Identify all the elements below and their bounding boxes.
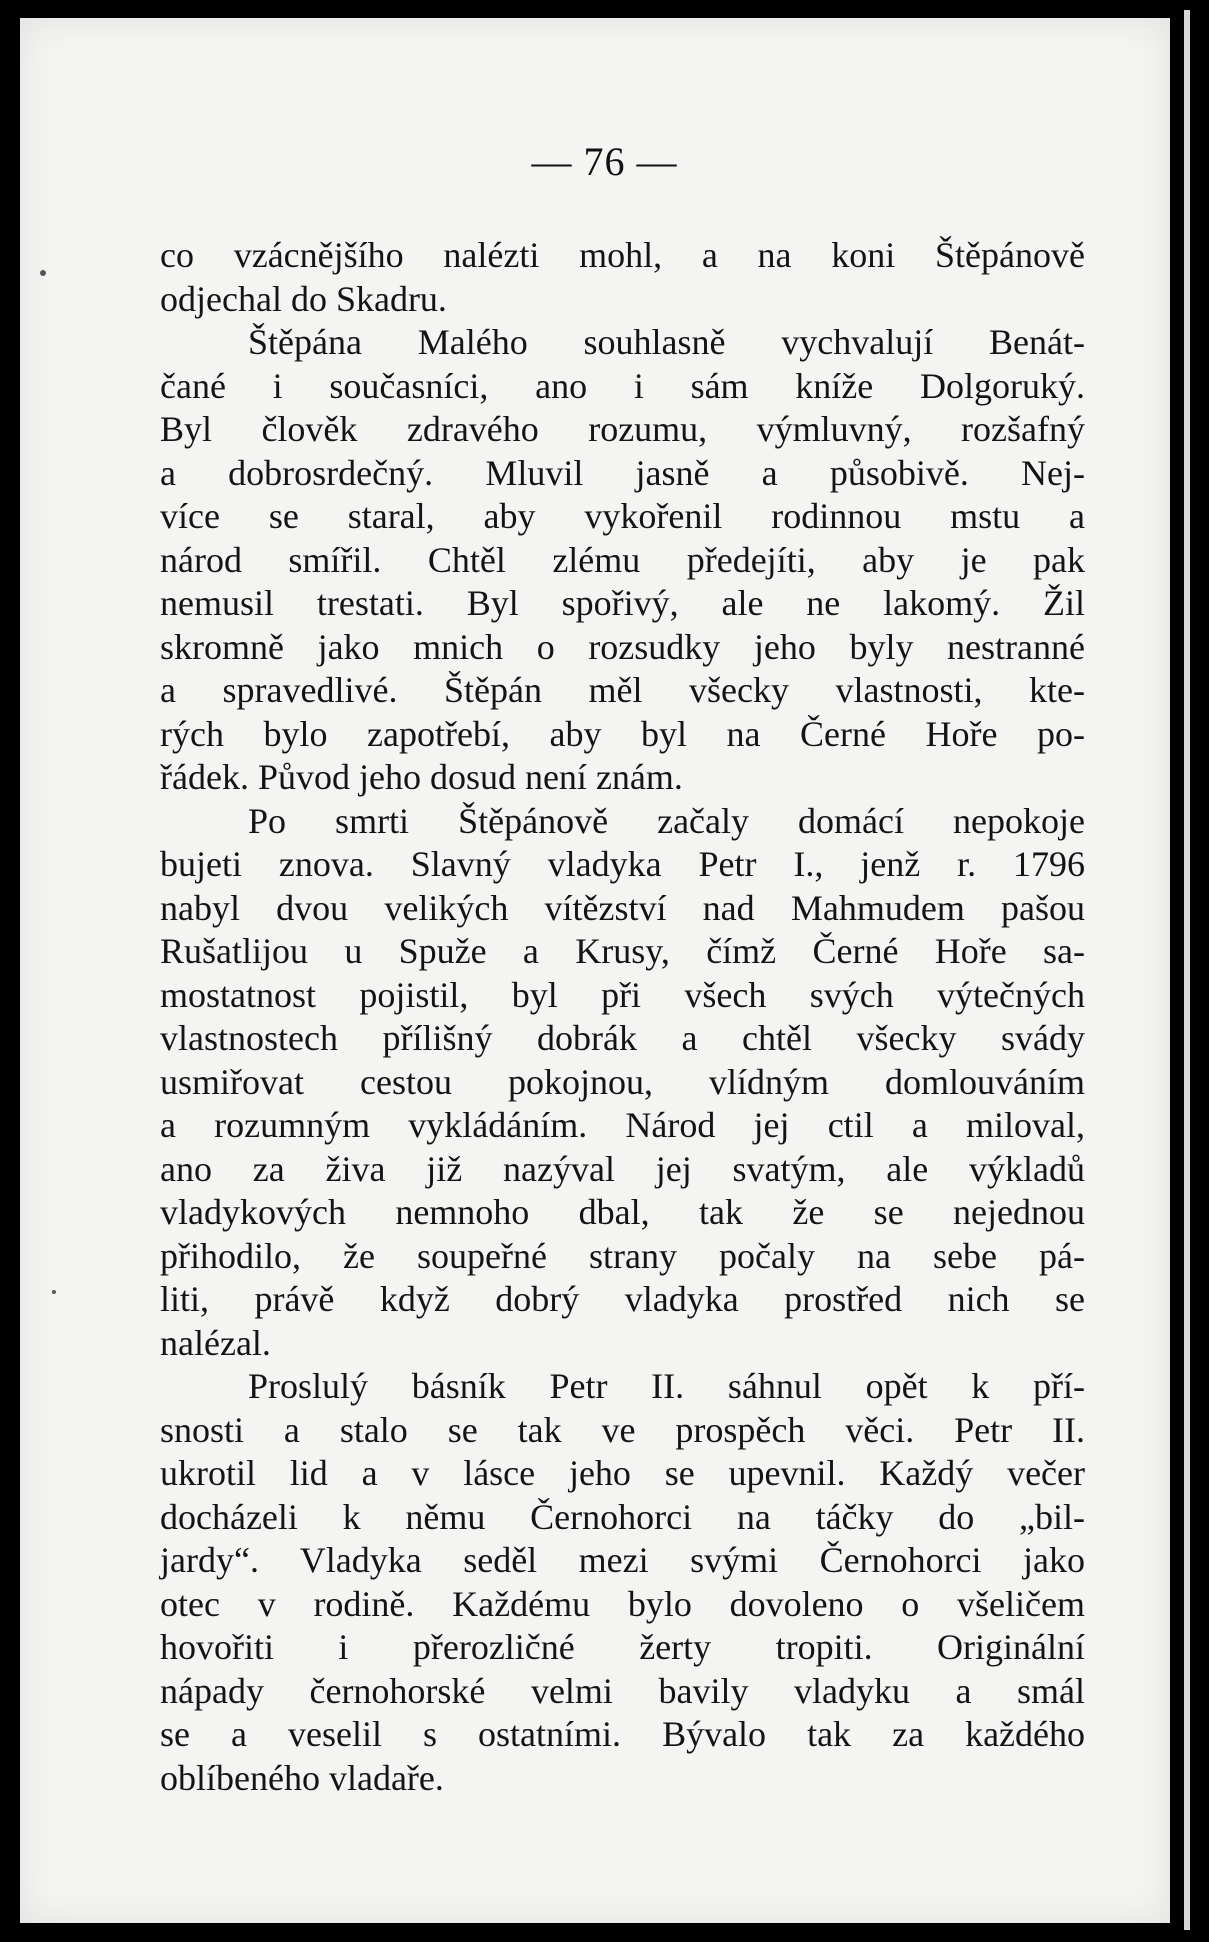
text-line: Po smrti Štěpánově začaly domácí nepokoje <box>248 800 1085 841</box>
text-line: řádek. Původ jeho dosud není znám. <box>160 757 683 797</box>
text-line: vladykových nemnoho dbal, tak že se nejednou <box>160 1192 1085 1232</box>
scan-speck <box>52 1290 56 1294</box>
text-line: a dobrosrdečný. Mluvil jasně a působivě. Nej- <box>160 452 1085 493</box>
text-line: hovořiti i přerozličné žerty tropiti. Originální <box>160 1627 1085 1667</box>
text-line: Proslulý básník Petr II. sáhnul opět k pří- <box>248 1366 1085 1406</box>
text-line: skromně jako mnich o rozsudky jeho byly nestranné <box>160 626 1085 667</box>
text-line: co vzácnějšího nalézti mohl, a na koni Štěpánově <box>160 235 1085 275</box>
text-line: snosti a stalo se tak ve prospěch věci. Petr II. <box>160 1409 1085 1450</box>
page-number: — 76 — <box>531 139 678 184</box>
text-line: odjechal do Skadru. <box>160 278 447 319</box>
text-line: nemusil trestati. Byl spořivý, ale ne lakomý. Žil <box>160 583 1085 623</box>
text-line: se a veselil s ostatními. Bývalo tak za každého <box>160 1714 1085 1754</box>
text-line: národ smířil. Chtěl zlému předejíti, aby je pak <box>160 539 1085 580</box>
text-line: otec v rodině. Každému bylo dovoleno o všeličem <box>160 1583 1085 1624</box>
text-line: Rušatlijou u Spuže a Krusy, čímž Černé Hoře sa- <box>160 931 1085 971</box>
text-line: nabyl dvou velikých vítězství nad Mahmudem pašou <box>160 887 1085 928</box>
text-line: docházeli k němu Černohorci na táčky do „bil- <box>160 1496 1085 1537</box>
text-line: vlastnostech přílišný dobrák a chtěl všecky svády <box>160 1018 1085 1058</box>
text-line: Štěpána Malého souhlasně vychvalují Benát- <box>248 322 1085 362</box>
text-line: čané i současníci, ano i sám kníže Dolgoruký. <box>160 365 1085 406</box>
text-line: více se staral, aby vykořenil rodinnou mstu a <box>160 496 1085 536</box>
text-line: ukrotil lid a v lásce jeho se upevnil. Každý večer <box>160 1453 1085 1493</box>
text-line: oblíbeného vladaře. <box>160 1757 444 1798</box>
text-line: nápady černohorské velmi bavily vladyku a smál <box>160 1670 1085 1711</box>
text-line: nalézal. <box>160 1322 271 1363</box>
text-line: rých bylo zapotřebí, aby byl na Černé Hoře po- <box>160 713 1085 754</box>
body-text <box>160 234 1085 1800</box>
text-line: Byl člověk zdravého rozumu, výmluvný, rozšafný <box>160 409 1085 449</box>
text-line: a spravedlivé. Štěpán měl všecky vlastnosti, kte- <box>160 670 1085 710</box>
text-line: ano za živa již nazýval jej svatým, ale výkladů <box>160 1148 1085 1189</box>
text-line: usmiřovat cestou pokojnou, vlídným domlouváním <box>160 1061 1085 1102</box>
text-line: a rozumným vykládáním. Národ jej ctil a miloval, <box>160 1105 1085 1145</box>
text-line: přihodilo, že soupeřné strany počaly na sebe pá- <box>160 1235 1085 1276</box>
text-line: bujeti znova. Slavný vladyka Petr I., jenž r. 1796 <box>160 844 1085 884</box>
text-line: jardy“. Vladyka seděl mezi svými Černohorci jako <box>160 1540 1085 1580</box>
text-line: liti, právě když dobrý vladyka prostřed nich se <box>160 1279 1085 1319</box>
text-line: mostatnost pojistil, byl při všech svých výtečných <box>160 974 1085 1015</box>
scan-speck <box>40 270 46 276</box>
page-edge-strip <box>1184 10 1190 1930</box>
